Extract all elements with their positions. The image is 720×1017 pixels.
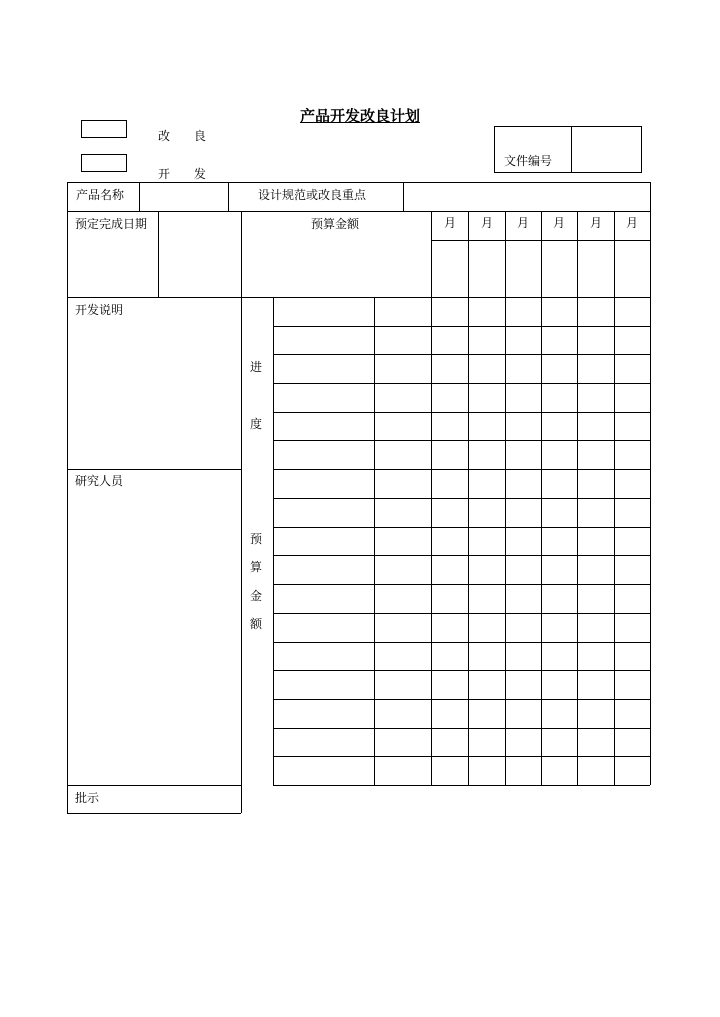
grid-line: [273, 642, 650, 643]
grid-line: [273, 469, 650, 470]
design-spec-field[interactable]: [404, 183, 649, 210]
develop-option-label: 开 发: [158, 167, 216, 181]
grid-line: [273, 555, 650, 556]
grid-line: [273, 584, 650, 585]
file-number-label: 文件编号: [504, 154, 553, 168]
month-header: 月: [481, 216, 494, 230]
grid-line: [67, 813, 241, 814]
grid-line: [67, 469, 241, 470]
month-header: 月: [590, 216, 603, 230]
grid-line: [273, 297, 650, 298]
grid-line: [273, 412, 650, 413]
grid-line: [67, 211, 650, 212]
product-name-field[interactable]: [140, 183, 227, 210]
grid-line: [273, 326, 650, 327]
grid-line: [273, 527, 650, 528]
develop-checkbox[interactable]: [81, 154, 127, 172]
progress-char: 进: [250, 360, 263, 374]
grid-line: [273, 354, 650, 355]
improve-checkbox[interactable]: [81, 120, 127, 138]
grid-line: [273, 297, 274, 785]
grid-line: [228, 182, 229, 211]
month-header: 月: [517, 216, 530, 230]
file-number-field[interactable]: [572, 127, 639, 171]
improve-option-label: 改 良: [158, 129, 216, 143]
budget-char: 金: [250, 589, 263, 603]
grid-line: [273, 728, 650, 729]
progress-char: 度: [250, 417, 263, 431]
grid-line: [273, 498, 650, 499]
budget-amount-header: 预算金额: [311, 217, 360, 231]
grid-line: [273, 699, 650, 700]
grid-line: [273, 383, 650, 384]
grid-line: [273, 613, 650, 614]
budget-char: 算: [250, 560, 263, 574]
grid-line: [273, 440, 650, 441]
grid-line: [273, 785, 650, 786]
budget-char: 预: [250, 532, 263, 546]
budget-char: 额: [250, 617, 263, 631]
design-spec-label: 设计规范或改良重点: [258, 188, 367, 202]
grid-line: [273, 756, 650, 757]
approval-label: 批示: [75, 791, 100, 805]
grid-line: [241, 211, 242, 813]
dev-notes-label: 开发说明: [75, 303, 124, 317]
month-header: 月: [553, 216, 566, 230]
month-header: 月: [626, 216, 639, 230]
completion-date-field[interactable]: [158, 212, 240, 296]
grid-line: [67, 785, 241, 786]
grid-line: [374, 297, 375, 785]
completion-date-label: 预定完成日期: [75, 217, 148, 231]
month-header: 月: [444, 216, 457, 230]
researchers-label: 研究人员: [75, 474, 124, 488]
product-name-label: 产品名称: [76, 188, 125, 202]
grid-line: [273, 670, 650, 671]
grid-line: [650, 182, 651, 785]
page-title: 产品开发改良计划: [299, 107, 420, 125]
grid-line: [67, 182, 68, 813]
